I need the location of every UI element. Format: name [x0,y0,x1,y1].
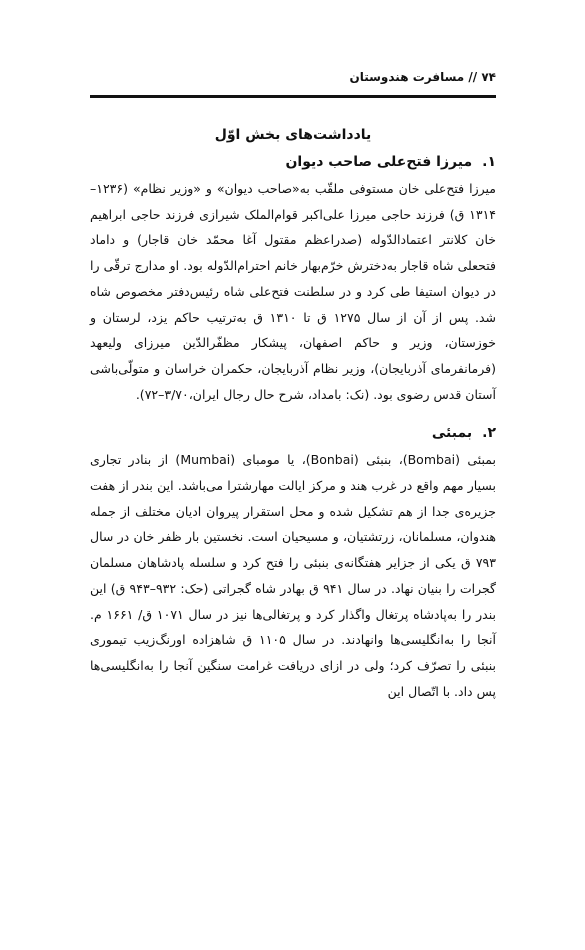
note-title: بمبئی [431,425,473,442]
note-entry [90,421,496,704]
note-paragraph: بمبئی (Bombai)، بنبئی (Bonbai)، یا مومبای (Mumbai) از بنادر تجاری بسیار مهم واقع در غرب هند و مرکز ایالت مهارشترا می‌باشد. این بندر از هفت جزیره‌ی جدا از هم تشکیل شده و محل استقرار پیروان ادیان مختلف از جمله هندوان، مسلمانان، زرتشتیان، و مسیحیان است. نخستین بار ظفر خان در سال ۷۹۳ ق یکی از جزایر هفتگانه‌ی بنبئی را فتح کرد و سلسله پادشاهان مسلمان گجرات را بنیان نهاد. در سال ۹۴۱ ق بهادر شاه گجراتی (حک: ۹۳۲–۹۴۳ ق) این بندر را به‌پادشاه پرتغال واگذار کرد و پرتغالی‌ها نیز در سال ۱۰۷۱ ق/ ۱۶۶۱ م. آنجا را به‌انگلیسی‌ها وانهادند. در سال ۱۱۰۵ ق شاهزاده اورنگ‌زیب تیموری بنبئی را تصرّف کرد؛ ولی در ازای دریافت غرامت سنگین آنجا را به‌انگلیسی‌ها پس داد. با اتّصال این [90,452,496,699]
note-number: ۱. [482,154,496,170]
note-number: ۲. [482,425,496,442]
notes-body [90,124,496,704]
note-entry [90,150,496,407]
section-title: یادداشت‌های بخش اوّل [214,127,372,143]
running-header: ۷۴ // مسافرت هندوستان [349,70,496,84]
note-heading [90,150,496,174]
note-paragraph: میرزا فتح‌علی خان مستوفی ملقّب به«صاحب دیوان» و «وزیر نظام» (۱۲۳۶–۱۳۱۴ ق) فرزند حاجی میرزا علی‌اکبر قوام‌الملک شیرازی فرزند حاجی ابراهیم خان کلانتر اعتمادالدّوله (صدراعظم مقتول آغا محمّد خان قاجار) و داماد فتحعلی شاه قاجار به‌دخترش خرّم‌بهار خانم احترام‌الدّوله بود. او مدارج ترقّی را در دیوان استیفا طی کرد و در سلطنت فتح‌علی شاه رئیس‌دفتر مخصوص شاه شد. پس از آن از سال ۱۲۷۵ ق تا ۱۳۱۰ ق به‌ترتیب حاکم یزد، لرستان و خوزستان، وزیر و حاکم اصفهان، پیشکار مظفّرالدّین میرزای ولیعهد (فرمانفرمای آذربایجان)، وزیر نظام آذربایجان، حکمران خراسان و متولّی‌باشی آستان قدس رضوی بود. (نک: بامداد، شرح حال رجال ایران،۳/۷۰–۷۲). [90,181,496,402]
note-heading [90,421,496,445]
header-rule [90,95,496,98]
note-title: میرزا فتح‌علی صاحب دیوان [285,154,473,170]
